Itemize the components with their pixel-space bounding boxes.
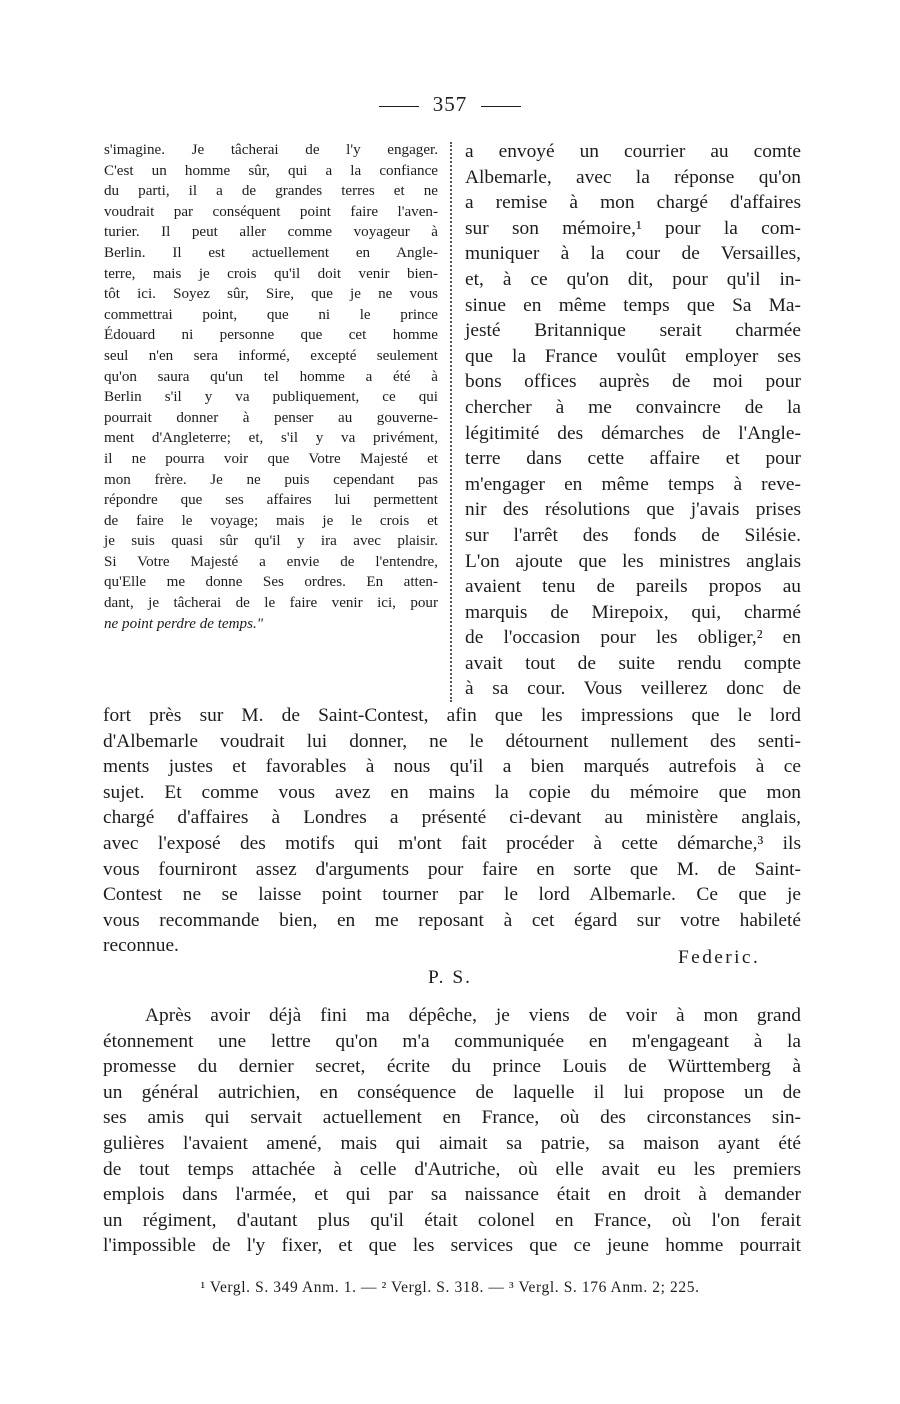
- text-line: étonnement une lettre qu'on m'a communiquée en m'engageant à la: [103, 1030, 801, 1052]
- text-line: commettrai point, que ni le prince: [104, 306, 438, 323]
- text-line: emplois dans l'armée, et qui par sa naissance était en droit à demander: [103, 1184, 801, 1206]
- text-line: voudrait par conséquent point faire l'aven-: [104, 203, 438, 220]
- text-line: terre dans cette affaire et pour: [465, 448, 801, 470]
- text-line: chercher à me convaincre de la: [465, 396, 801, 418]
- text-line: à sa cour. Vous veillerez donc de: [465, 678, 801, 700]
- text-line: L'on ajoute que les ministres anglais: [465, 550, 801, 572]
- header-dash-right: [481, 106, 521, 107]
- text-line: ment d'Angleterre; et, s'il y va privément,: [104, 430, 438, 447]
- text-line: l'impossible de l'y fixer, et que les services que ce jeune homme pourrait: [103, 1235, 801, 1257]
- text-line: bons offices auprès de moi pour: [465, 371, 801, 393]
- text-line: ses amis qui servait actuellement en France, où des circonstances sin-: [103, 1107, 801, 1129]
- text-line: un régiment, d'autant plus qu'il était colonel en France, où l'on ferait: [103, 1209, 801, 1231]
- text-line: avait tout de suite rendu compte: [465, 652, 801, 674]
- text-line: mon frère. Je ne puis cependant pas: [104, 471, 438, 488]
- text-line-italic: ne point perdre de temps.": [104, 615, 264, 632]
- text-line: de l'occasion pour les obliger,² en: [465, 627, 801, 649]
- postscript-heading: P. S.: [428, 967, 472, 988]
- text-line: qu'Elle me donne Ses ordres. En atten-: [104, 574, 438, 591]
- postscript-paragraph: [103, 1003, 801, 1259]
- text-line: tôt ici. Soyez sûr, Sire, que je ne vous: [104, 286, 438, 303]
- text-line: avec l'exposé des motifs qui m'ont fait procéder à cette démarche,³ ils: [103, 832, 801, 854]
- text-line: répondre que ses affaires lui permettent: [104, 492, 438, 509]
- text-line: reconnue.: [103, 935, 179, 957]
- text-line: Édouard ni personne que cet homme: [104, 327, 438, 344]
- page-number: 357: [432, 92, 468, 116]
- text-line: de tout temps attachée à celle d'Autriche, où elle avait eu les premiers: [103, 1158, 801, 1180]
- text-line: d'Albemarle voudrait lui donner, ne le détournent nullement des senti-: [103, 730, 801, 752]
- text-line: un général autrichien, en conséquence de laquelle il lui propose un de: [103, 1081, 801, 1103]
- text-line: ments justes et favorables à nous qu'il a bien marqués autrefois à ce: [103, 756, 801, 778]
- text-line: Contest ne se laisse point tourner par le lord Albemarle. Ce que je: [103, 884, 801, 906]
- text-line: et, à ce qu'on dit, pour qu'il in-: [465, 268, 801, 290]
- text-line: sur l'arrêt des fonds de Silésie.: [465, 524, 801, 546]
- text-line: a envoyé un courrier au comte: [465, 141, 801, 162]
- text-line: gulières l'avaient amené, mais qui aimait sa patrie, sa maison ayant été: [103, 1132, 801, 1154]
- page-number-header: [0, 92, 900, 117]
- text-line: sujet. Et comme vous avez en mains la copie du mémoire que mon: [103, 781, 801, 803]
- text-line: marquis de Mirepoix, qui, charmé: [465, 601, 801, 623]
- signature: Federic.: [678, 947, 761, 968]
- text-line: C'est un homme sûr, qui a la confiance: [104, 162, 438, 179]
- text-line: sinue en même temps que Sa Ma-: [465, 294, 801, 316]
- text-line: de faire le voyage; mais je le crois et: [104, 512, 438, 529]
- text-line: vous recommande bien, en me reposant à cet égard sur votre habileté: [103, 909, 801, 931]
- text-line: il ne pourra voir que Votre Majesté et: [104, 450, 438, 467]
- text-line: vous fourniront assez d'arguments pour faire en sorte que M. de Saint-: [103, 858, 801, 880]
- text-line: Si Votre Majesté a envie de l'entendre,: [104, 553, 438, 570]
- footnotes: ¹ Vergl. S. 349 Anm. 1. — ² Vergl. S. 318. — ³ Vergl. S. 176 Anm. 2; 225.: [200, 1279, 700, 1296]
- text-line: turier. Il peut aller comme voyageur à: [104, 224, 438, 241]
- left-column-quote: [104, 140, 438, 634]
- text-line: légitimité des démarches de l'Angle-: [465, 422, 801, 444]
- text-line: m'engager en même temps à reve-: [465, 473, 801, 495]
- text-line: Albemarle, avec la réponse qu'on: [465, 166, 801, 188]
- text-line: jesté Britannique serait charmée: [465, 320, 801, 342]
- column-divider: [450, 142, 452, 702]
- header-dash-left: [379, 106, 419, 107]
- continuation-paragraph: [103, 703, 801, 959]
- text-line: terre, mais je crois qu'il doit venir bien-: [104, 265, 438, 282]
- text-line: dant, je tâcherai de le faire venir ici, pour: [104, 595, 438, 612]
- text-line: sur son mémoire,¹ pour la com-: [465, 217, 801, 239]
- text-line: je suis quasi sûr qu'il y ira avec plaisir.: [104, 533, 438, 550]
- text-line: avaient tenu de pareils propos au: [465, 576, 801, 598]
- text-line: chargé d'affaires à Londres a présenté ci-devant au ministère anglais,: [103, 807, 801, 829]
- text-line: nir des résolutions que j'avais prises: [465, 499, 801, 521]
- text-line: Berlin. Il est actuellement en Angle-: [104, 244, 438, 261]
- text-line: seul n'en sera informé, excepté seulement: [104, 347, 438, 364]
- text-line: s'imagine. Je tâcherai de l'y engager.: [104, 142, 438, 158]
- text-line: qu'on saura qu'un tel homme a été à: [104, 368, 438, 385]
- text-line: promesse du dernier secret, écrite du prince Louis de Württemberg à: [103, 1056, 801, 1078]
- right-column-text: [465, 139, 801, 702]
- text-line: muniquer à la cour de Versailles,: [465, 243, 801, 265]
- text-line: a remise à mon chargé d'affaires: [465, 192, 801, 214]
- text-line: pourrait donner à penser au gouverne-: [104, 409, 438, 426]
- text-line: Berlin s'il y va publiquement, ce qui: [104, 389, 438, 406]
- text-line: du parti, il a de grandes terres et ne: [104, 183, 438, 200]
- text-line: que la France voulût employer ses: [465, 345, 801, 367]
- text-line: Après avoir déjà fini ma dépêche, je viens de voir à mon grand: [145, 1005, 801, 1026]
- text-line: fort près sur M. de Saint-Contest, afin que les impressions que le lord: [103, 705, 801, 726]
